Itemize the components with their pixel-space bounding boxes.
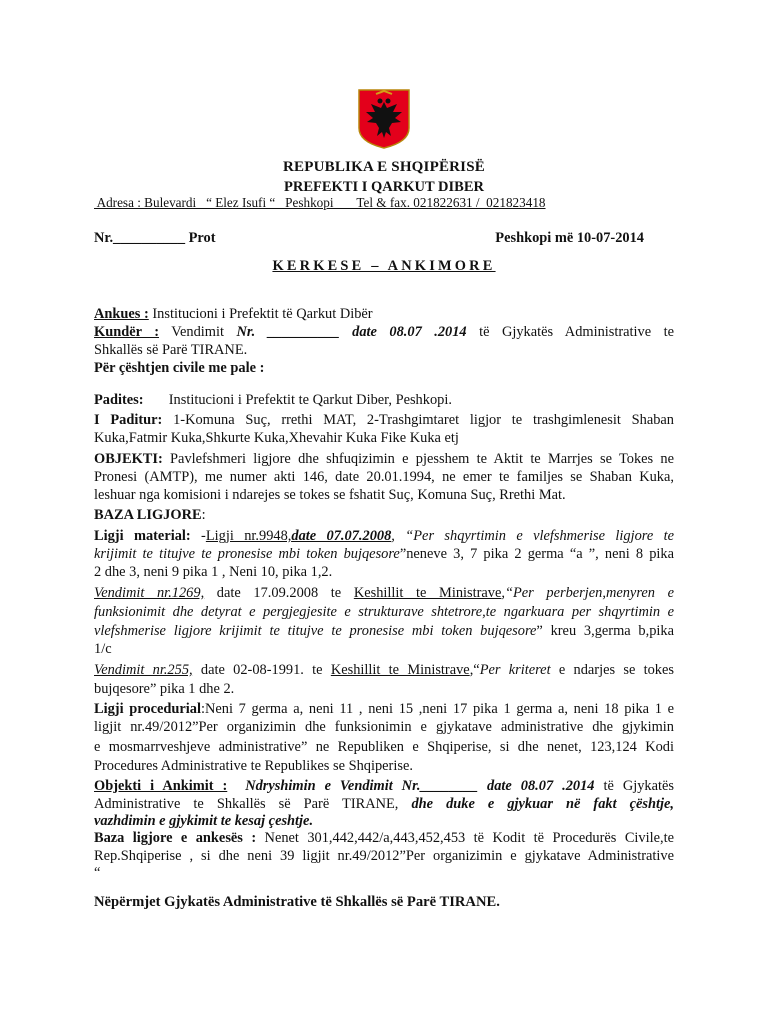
baza-ankeses-label: Baza ligjore e ankesës : xyxy=(94,830,257,846)
ligji-material-italic: krijimit te titujve te pronesise mbi token bujqesore xyxy=(94,546,400,562)
kunder-text-b: të Gjykatës Administrative te xyxy=(479,324,674,340)
baza-ankeses-line-3: “ xyxy=(94,865,101,881)
vendimi-255-line-1 xyxy=(94,661,674,679)
kunder-nr: Nr. __________ date 08.07 .2014 xyxy=(236,324,467,340)
ligji-procedurial-line-1 xyxy=(94,700,674,718)
vendimi-1269-line-4: 1/c xyxy=(94,641,112,657)
place-date: Peshkopi më 10-07-2014 xyxy=(495,230,644,246)
vendimi-1269-quote: ,“Per perberjen,menyren e xyxy=(501,585,674,601)
ligji-material-label: Ligji material: xyxy=(94,528,191,544)
ligji-procedurial-line-3: e mosmarrveshjeve administrative” ne Republiken e Shqiperise, si dhe nenet, 123,124 Kodi xyxy=(94,739,674,755)
vendimi-255-number: Vendimit nr.255, xyxy=(94,662,193,678)
ankues-text: Institucioni i Prefektit të Qarkut Dibër xyxy=(148,306,373,322)
protocol-number: Nr.__________ Prot xyxy=(94,230,216,246)
vendimi-1269-line-3 xyxy=(94,622,674,640)
vendimi-1269-italic: vlefshmerise ligjore krijimit te titujve te pronesise mbi token bujqesore xyxy=(94,623,537,639)
vendimi-255-date: date 02-08-1991. te xyxy=(192,662,331,678)
ankues-line xyxy=(94,305,674,323)
vendimi-1269-line-2: funksionimit dhe detyrat e pergjegjesite e strukturave shtetrore,te ngarkuara per shqyrtimin e xyxy=(94,604,674,620)
albanian-eagle-emblem-icon xyxy=(357,88,411,150)
prefecture-heading: PREFEKTI I QARKUT DIBER xyxy=(284,179,484,195)
ligji-number: Ligji nr.9948, xyxy=(205,528,292,544)
objekti-ankimit-2a: Administrative te Shkallës së Parë TIRANE, xyxy=(94,796,412,812)
ankues-label: Ankues : xyxy=(94,306,149,322)
vendimi-255-kriteret: Per kriteret xyxy=(479,662,551,678)
objekti-ankimit-line-2 xyxy=(94,795,674,813)
objekti-ankimit-line-3: vazhdimin e gjykimit te kesaj çeshtje. xyxy=(94,813,314,829)
ligji-procedurial-line-4: Procedures Administrative te Republikes se Shqiperise. xyxy=(94,758,413,774)
vendimi-1269-line-1 xyxy=(94,584,674,602)
paditur-line-2: Kuka,Fatmir Kuka,Shkurte Kuka,Xhevahir Kuka Fike Kuka etj xyxy=(94,430,459,446)
objekti-ankimit-2b: dhe duke e gjykuar në fakt çështje, xyxy=(411,796,674,812)
republic-heading: REPUBLIKA E SHQIPËRISË xyxy=(283,159,485,175)
objekti-label: OBJEKTI: xyxy=(94,451,163,467)
baza-ankeses-text-1: Nenet 301,442,442/a,443,452,453 të Kodit të Procedurës Civile,te xyxy=(256,830,674,846)
padites-line xyxy=(94,391,674,409)
paditur-text-1: 1-Komuna Suç, rrethi MAT, 2-Trashgimtaret ligjor te trashgimlenesit Shaban xyxy=(162,412,674,428)
vendimi-255-line-2: bujqesore” pika 1 dhe 2. xyxy=(94,681,235,697)
padites-label: Padites: xyxy=(94,392,144,408)
ligji-material-line-3: 2 dhe 3, neni 9 pika 1 , Neni 10, pika 1,2. xyxy=(94,564,333,580)
objekti-ankimit-label: Objekti i Ankimit : xyxy=(94,778,228,794)
civile-line: Për çështjen civile me pale : xyxy=(94,360,265,376)
vendimi-1269-rest: ” kreu 3,germa b,pika xyxy=(536,623,674,639)
objekti-text-1: Pavlefshmeri ligjore dhe shfuqizimin e pjesshem te Aktit te Marrjes se Tokes ne xyxy=(162,451,674,467)
baza-ankeses-line-1 xyxy=(94,829,674,847)
ligji-material-rest: ”neneve 3, 7 pika 2 germa “a ”, neni 8 pika xyxy=(399,546,674,562)
paditur-line-1 xyxy=(94,411,674,429)
ligji-material-line-2 xyxy=(94,545,674,563)
baza-colon: : xyxy=(201,507,206,523)
ligji-procedurial-text-1: :Neni 7 germa a, neni 11 , neni 15 ,neni 17 pika 1 germa a, neni 18 pika 1 e xyxy=(200,701,675,717)
paditur-label: I Paditur: xyxy=(94,412,163,428)
vendimi-1269-date: date 17.09.2008 te xyxy=(204,585,354,601)
ligji-quote: , “Per shqyrtimin e vlefshmerise ligjore te xyxy=(391,528,674,544)
vendimi-255-km: Keshillit te Ministrave xyxy=(330,662,470,678)
objekti-line-2: Pronesi (AMTP), me numer akti 146, date 20.01.1994, ne emer te familjes se Shaban Kuka, xyxy=(94,469,674,485)
objekti-ankimit-text-b: të Gjykatës xyxy=(594,778,674,794)
objekti-line-3: leshuar nga komisioni i ndarejes se tokes se fshatit Suç, Komuna Suç, Rrethi Mat. xyxy=(94,487,566,503)
kunder-cont: Shkallës së Parë TIRANE. xyxy=(94,342,248,358)
kunder-label: Kundër : xyxy=(94,324,159,340)
vendimi-1269-number: Vendimit nr.1269, xyxy=(94,585,205,601)
address-line: Adresa : Bulevardi “ Elez Isufi “ Peshkopi Tel & fax. 021822631 / 021823418 xyxy=(94,195,546,210)
baza-label: BAZA LIGJORE xyxy=(94,507,202,523)
vendimi-255-rest: e ndarjes se tokes xyxy=(550,662,674,678)
ligji-procedurial-line-2: ligjit nr.49/2012”Per organizimin dhe funksionimin e gjykatave administrative dhe gjykimin xyxy=(94,719,674,735)
vendimi-255-quote: ,“ xyxy=(469,662,480,678)
vendimi-1269-km: Keshillit te Ministrave xyxy=(353,585,502,601)
padites-text: Institucioni i Prefektit te Qarkut Diber, Peshkopi. xyxy=(168,392,452,408)
objekti-line-1 xyxy=(94,450,674,468)
objekti-ankimit-text-a: Ndryshimin e Vendimit Nr.________ date 08.07 .2014 xyxy=(245,778,595,794)
ligji-material-dash: - xyxy=(190,528,206,544)
kunder-line xyxy=(94,323,674,341)
baza-ankeses-line-2: Rep.Shqiperise , si dhe neni 39 ligjit nr.49/2012”Per organizimin e gjykatave Administrative xyxy=(94,848,674,864)
document-title: KERKESE – ANKIMORE xyxy=(272,258,496,274)
kunder-text-a: Vendimit xyxy=(158,324,237,340)
ligji-date: date 07.07.2008 xyxy=(291,528,392,544)
baza-ligjore-heading xyxy=(94,506,674,524)
objekti-ankimit-line-1 xyxy=(94,777,674,795)
closing-line: Nëpërmjet Gjykatës Administrative të Shkallës së Parë TIRANE. xyxy=(94,894,500,910)
ligji-procedurial-label: Ligji procedurial xyxy=(94,701,201,717)
ligji-material-line-1 xyxy=(94,527,674,545)
